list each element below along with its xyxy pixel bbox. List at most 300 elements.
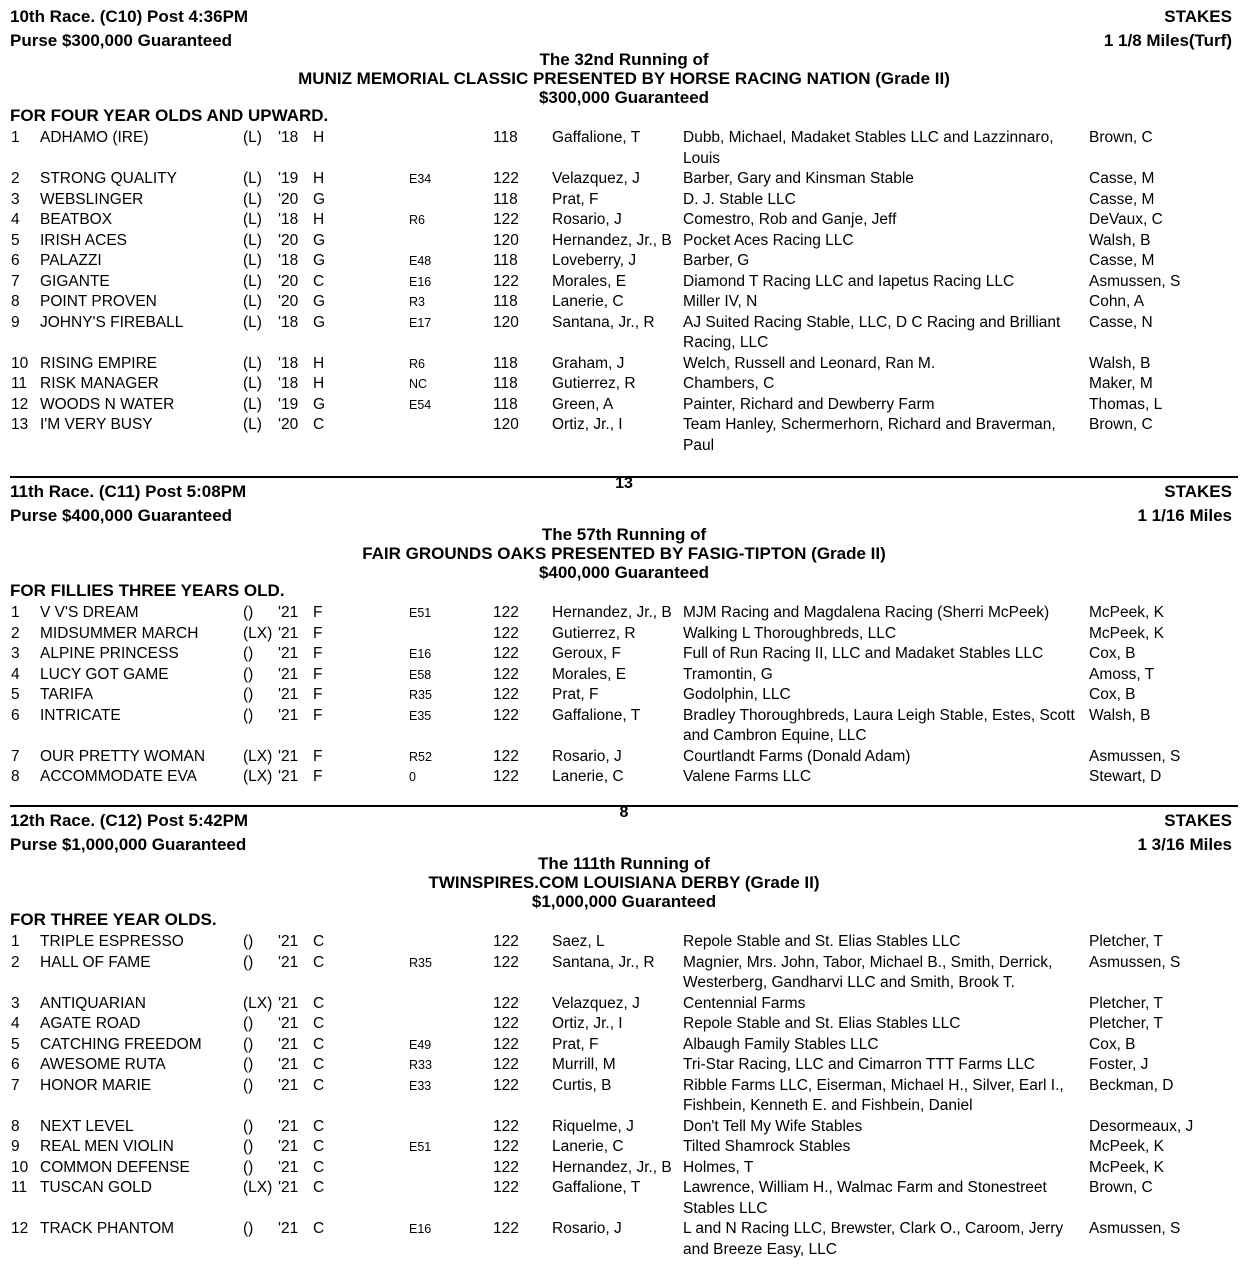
entry-run-style: R52: [409, 749, 432, 764]
entry-medication: (): [243, 1076, 254, 1094]
entry-trainer: Amoss, T: [1089, 665, 1155, 683]
entry-medication: (): [243, 1035, 254, 1053]
entry-owner: Dubb, Michael, Madaket Stables LLC and Lazzinnaro, Louis: [683, 129, 1054, 167]
entry-horse-name: TARIFA: [40, 686, 94, 703]
entry-medication: (): [243, 953, 254, 971]
entry-medication: (L): [243, 313, 262, 331]
entry-horse-name: RISING EMPIRE: [40, 354, 158, 372]
entry-post-position: 1: [11, 604, 20, 621]
entry-post-position: 9: [11, 1138, 20, 1155]
entry-weight: 118: [493, 354, 518, 372]
entry-trainer: McPeek, K: [1089, 604, 1164, 621]
entry-medication: (LX): [243, 747, 273, 765]
entry-row: [0, 128, 1248, 169]
entry-jockey: Lanerie, C: [552, 1138, 624, 1155]
entry-post-position: 7: [11, 747, 20, 765]
entry-weight: 122: [493, 933, 519, 950]
entry-jockey: Gutierrez, R: [552, 624, 636, 642]
race-running: The 57th Running of: [541, 525, 707, 544]
entry-horse-name: IRISH ACES: [40, 231, 127, 249]
entry-owner: Don't Tell My Wife Stables: [683, 1117, 863, 1135]
entry-weight: 122: [493, 1179, 519, 1196]
entry-horse-name: ANTIQUARIAN: [40, 994, 146, 1012]
entry-foaling-year: '21: [278, 1035, 299, 1053]
entry-trainer: Walsh, B: [1089, 706, 1151, 724]
race-distance: 1 3/16 Miles: [1137, 835, 1232, 854]
entry-run-style: NC: [409, 377, 428, 391]
entry-trainer: Desormeaux, J: [1089, 1117, 1194, 1135]
entry-trainer: Brown, C: [1089, 416, 1153, 433]
entry-post-position: 11: [11, 1179, 28, 1196]
entry-post-position: 4: [11, 211, 20, 228]
entry-jockey: Rosario, J: [552, 1220, 622, 1237]
entry-foaling-year: '18: [278, 252, 299, 269]
field-count: 8: [619, 804, 629, 821]
entry-run-style: E16: [409, 274, 432, 289]
entry-row: [0, 603, 1248, 624]
race-number-post: 12th Race. (C12) Post 5:42PM: [10, 811, 249, 830]
entry-row: [0, 767, 1248, 788]
entry-horse-name: MIDSUMMER MARCH: [40, 624, 199, 642]
entry-foaling-year: '20: [278, 272, 299, 290]
entry-row: [0, 1035, 1248, 1056]
race-type: STAKES: [1164, 482, 1232, 501]
entry-sex: C: [313, 1076, 325, 1094]
entry-medication: (): [243, 1117, 254, 1135]
race-number-post: 10th Race. (C10) Post 4:36PM: [10, 7, 249, 26]
race-purse: Purse $1,000,000 Guaranteed: [10, 835, 247, 854]
race-type: STAKES: [1164, 7, 1232, 26]
entry-row: [0, 1055, 1248, 1076]
entry-row: [0, 994, 1248, 1015]
race-running: The 32nd Running of: [539, 50, 709, 69]
race-running: The 111th Running of: [538, 854, 710, 873]
entry-weight: 122: [493, 604, 519, 621]
entry-horse-name: INTRICATE: [40, 706, 121, 724]
entry-weight: 118: [493, 375, 518, 392]
entry-sex: H: [313, 129, 325, 146]
entry-trainer: DeVaux, C: [1089, 211, 1163, 228]
entry-weight: 120: [493, 313, 519, 331]
entry-post-position: 5: [11, 686, 20, 703]
entry-sex: G: [313, 313, 326, 331]
entry-medication: (L): [243, 252, 262, 269]
entry-jockey: Hernandez, Jr., B: [552, 604, 672, 621]
entries-list: [0, 603, 1248, 788]
entry-jockey: Ortiz, Jr., I: [552, 1015, 623, 1032]
entry-jockey: Gutierrez, R: [552, 375, 636, 392]
entry-jockey: Hernandez, Jr., B: [552, 231, 672, 249]
entry-trainer: Walsh, B: [1089, 231, 1151, 249]
entry-jockey: Velazquez, J: [552, 994, 640, 1012]
entry-run-style: E34: [409, 172, 432, 186]
entry-weight: 122: [493, 994, 519, 1012]
entry-post-position: 1: [11, 933, 20, 950]
entry-owner: Pocket Aces Racing LLC: [683, 231, 854, 249]
entries-list: [0, 128, 1248, 456]
entry-owner: Repole Stable and St. Elias Stables LLC: [683, 1015, 961, 1032]
entry-foaling-year: '21: [278, 933, 299, 950]
entry-weight: 118: [493, 293, 518, 310]
entry-sex: C: [313, 933, 325, 950]
entry-weight: 118: [493, 129, 518, 146]
entry-horse-name: OUR PRETTY WOMAN: [40, 747, 206, 765]
entry-owner: Barber, Gary and Kinsman Stable: [683, 170, 914, 187]
entry-post-position: 5: [11, 231, 20, 249]
entry-sex: C: [313, 1015, 325, 1032]
entry-jockey: Rosario, J: [552, 747, 622, 765]
entry-owner: Painter, Richard and Dewberry Farm: [683, 395, 935, 413]
entry-row: [0, 1076, 1248, 1117]
entry-horse-name: LUCY GOT GAME: [40, 665, 169, 683]
entry-medication: (L): [243, 272, 262, 290]
entry-run-style: E51: [409, 1140, 432, 1154]
entry-post-position: 1: [11, 129, 20, 146]
entry-row: [0, 1117, 1248, 1138]
entry-post-position: 3: [11, 645, 20, 662]
entry-owner: MJM Racing and Magdalena Racing (Sherri McPeek): [683, 604, 1050, 621]
race-guarantee: $1,000,000 Guaranteed: [531, 892, 717, 911]
entry-foaling-year: '21: [278, 768, 299, 785]
entry-weight: 122: [493, 211, 519, 228]
entry-foaling-year: '21: [278, 624, 299, 642]
entry-medication: (L): [243, 211, 262, 228]
entry-owner: Tramontin, G: [683, 665, 773, 683]
entry-jockey: Gaffalione, T: [552, 706, 641, 724]
entry-foaling-year: '21: [278, 665, 299, 683]
entry-row: [0, 272, 1248, 293]
entry-horse-name: ADHAMO (IRE): [40, 129, 149, 146]
entry-jockey: Murrill, M: [552, 1056, 616, 1073]
entry-row: [0, 313, 1248, 354]
entry-trainer: Cox, B: [1089, 686, 1136, 703]
entry-trainer: Maker, M: [1089, 375, 1153, 392]
entry-medication: (): [243, 1220, 254, 1237]
entry-owner: Magnier, Mrs. John, Tabor, Michael B., Smith, Derrick, Westerberg, Gandharvi LLC and Smith, Brook T.: [683, 953, 1053, 991]
entry-run-style: R35: [409, 688, 432, 702]
entry-owner: Barber, G: [683, 252, 750, 269]
entry-jockey: Loveberry, J: [552, 252, 637, 269]
entry-foaling-year: '20: [278, 293, 299, 310]
entry-owner: Tri-Star Racing, LLC and Cimarron TTT Farms LLC: [683, 1056, 1036, 1073]
entry-medication: (L): [243, 416, 262, 433]
entry-row: [0, 1014, 1248, 1035]
race-section: [0, 804, 1248, 1258]
entry-weight: 122: [493, 1117, 519, 1135]
entry-post-position: 6: [11, 1056, 20, 1073]
race-header: [0, 804, 1248, 929]
entry-sex: F: [313, 665, 323, 683]
entry-row: [0, 1219, 1248, 1260]
entry-horse-name: TUSCAN GOLD: [40, 1179, 152, 1196]
race-name: MUNIZ MEMORIAL CLASSIC PRESENTED BY HORSE RACING NATION (Grade II): [298, 69, 950, 88]
entry-trainer: McPeek, K: [1089, 1138, 1164, 1155]
entry-trainer: Asmussen, S: [1089, 953, 1181, 971]
entry-medication: (): [243, 1158, 254, 1176]
race-header: [0, 0, 1248, 125]
entry-foaling-year: '21: [278, 1056, 299, 1073]
entry-foaling-year: '21: [278, 953, 299, 971]
entry-row: [0, 706, 1248, 747]
entry-foaling-year: '21: [278, 1158, 299, 1176]
entry-weight: 122: [493, 272, 519, 290]
entry-post-position: 9: [11, 313, 20, 331]
entry-sex: C: [313, 1138, 325, 1155]
entry-run-style: R6: [409, 356, 425, 371]
entry-owner: Albaugh Family Stables LLC: [683, 1035, 879, 1053]
entry-jockey: Ortiz, Jr., I: [552, 416, 623, 433]
entry-trainer: Asmussen, S: [1089, 747, 1181, 765]
entry-horse-name: AGATE ROAD: [40, 1015, 141, 1032]
entry-jockey: Morales, E: [552, 272, 627, 290]
entry-jockey: Gaffalione, T: [552, 129, 641, 146]
entry-sex: H: [313, 375, 325, 392]
entry-owner: Welch, Russell and Leonard, Ran M.: [683, 354, 936, 372]
entry-weight: 118: [493, 190, 518, 208]
entry-trainer: Asmussen, S: [1089, 1220, 1181, 1237]
entry-medication: (L): [243, 354, 262, 372]
entry-foaling-year: '21: [278, 1220, 299, 1237]
entry-row: [0, 374, 1248, 395]
entry-foaling-year: '21: [278, 686, 299, 703]
entry-weight: 122: [493, 768, 519, 785]
entry-sex: H: [313, 170, 325, 187]
entry-horse-name: TRIPLE ESPRESSO: [40, 933, 184, 950]
entry-row: [0, 169, 1248, 190]
entry-sex: F: [313, 768, 323, 785]
entry-weight: 118: [493, 252, 518, 269]
entry-foaling-year: '19: [278, 170, 299, 187]
entry-sex: C: [313, 1035, 325, 1053]
entry-row: [0, 292, 1248, 313]
entry-jockey: Prat, F: [552, 190, 599, 208]
entry-row: [0, 251, 1248, 272]
entry-medication: (): [243, 604, 254, 621]
entry-trainer: Pletcher, T: [1089, 1015, 1163, 1032]
entry-sex: H: [313, 211, 325, 228]
entry-horse-name: POINT PROVEN: [40, 293, 157, 310]
entry-row: [0, 1158, 1248, 1179]
entry-row: [0, 932, 1248, 953]
race-title: [0, 854, 1248, 911]
race-number-post: 11th Race. (C11) Post 5:08PM: [10, 482, 247, 501]
entry-owner: Full of Run Racing II, LLC and Madaket Stables LLC: [683, 645, 1044, 662]
entry-weight: 122: [493, 1015, 519, 1032]
entry-post-position: 8: [11, 768, 20, 785]
entry-sex: C: [313, 272, 325, 290]
entry-row: [0, 644, 1248, 665]
entry-horse-name: TRACK PHANTOM: [40, 1220, 175, 1237]
entry-post-position: 6: [11, 252, 20, 269]
entry-foaling-year: '21: [278, 645, 299, 662]
entry-horse-name: JOHNY'S FIREBALL: [40, 313, 184, 331]
entry-post-position: 10: [11, 354, 29, 372]
race-header: [0, 475, 1248, 600]
entry-owner: Chambers, C: [683, 375, 775, 392]
entry-jockey: Green, A: [552, 395, 614, 413]
entry-post-position: 12: [11, 1220, 29, 1237]
entry-jockey: Santana, Jr., R: [552, 313, 655, 331]
entry-medication: (L): [243, 231, 262, 249]
entry-foaling-year: '18: [278, 313, 299, 331]
entry-foaling-year: '20: [278, 190, 299, 208]
entry-foaling-year: '18: [278, 129, 299, 146]
entry-owner: Repole Stable and St. Elias Stables LLC: [683, 933, 961, 950]
entry-owner: Walking L Thoroughbreds, LLC: [683, 624, 897, 642]
entry-horse-name: COMMON DEFENSE: [40, 1158, 190, 1176]
entry-foaling-year: '21: [278, 1015, 299, 1032]
entry-post-position: 7: [11, 272, 20, 290]
entry-post-position: 8: [11, 293, 20, 310]
entry-medication: (L): [243, 129, 262, 146]
entry-jockey: Hernandez, Jr., B: [552, 1158, 672, 1176]
race-conditions: FOR FILLIES THREE YEARS OLD.: [10, 581, 285, 600]
entries-list: [0, 932, 1248, 1260]
entry-medication: (): [243, 686, 254, 703]
entry-owner: Tilted Shamrock Stables: [683, 1138, 851, 1155]
entry-weight: 122: [493, 665, 519, 683]
entry-sex: C: [313, 994, 325, 1012]
entry-sex: C: [313, 1179, 325, 1196]
entry-trainer: Cox, B: [1089, 1035, 1136, 1053]
entry-foaling-year: '18: [278, 211, 299, 228]
race-title: [0, 50, 1248, 107]
entry-owner: Bradley Thoroughbreds, Laura Leigh Stable, Estes, Scott and Cambron Equine, LLC: [683, 706, 1075, 744]
entry-jockey: Geroux, F: [552, 645, 621, 662]
entry-run-style: E51: [409, 606, 432, 620]
entry-foaling-year: '18: [278, 375, 299, 392]
race-purse: Purse $400,000 Guaranteed: [10, 506, 233, 525]
race-guarantee: $300,000 Guaranteed: [538, 88, 710, 107]
entry-weight: 122: [493, 624, 519, 642]
entry-trainer: Cohn, A: [1089, 293, 1145, 310]
entry-horse-name: GIGANTE: [40, 272, 110, 290]
entry-sex: F: [313, 747, 323, 765]
entry-owner: D. J. Stable LLC: [683, 190, 796, 208]
entry-foaling-year: '18: [278, 354, 299, 372]
entry-sex: C: [313, 1117, 325, 1135]
entry-foaling-year: '21: [278, 604, 299, 621]
entry-trainer: Thomas, L: [1089, 395, 1163, 413]
entry-jockey: Velazquez, J: [552, 170, 640, 187]
entry-post-position: 5: [11, 1035, 20, 1053]
entry-trainer: Pletcher, T: [1089, 994, 1163, 1012]
entry-foaling-year: '21: [278, 1117, 299, 1135]
entry-row: [0, 665, 1248, 686]
entry-owner: L and N Racing LLC, Brewster, Clark O., Caroom, Jerry and Breeze Easy, LLC: [683, 1220, 1064, 1258]
entry-horse-name: REAL MEN VIOLIN: [40, 1138, 174, 1155]
entry-run-style: E17: [409, 315, 432, 330]
entry-trainer: Stewart, D: [1089, 768, 1162, 785]
entry-sex: C: [313, 416, 325, 433]
entry-medication: (): [243, 1056, 254, 1073]
entry-post-position: 10: [11, 1158, 29, 1176]
entry-weight: 122: [493, 1220, 519, 1237]
entry-weight: 122: [493, 747, 519, 765]
entry-jockey: Rosario, J: [552, 211, 622, 228]
entry-sex: F: [313, 706, 323, 724]
entry-horse-name: PALAZZI: [40, 252, 102, 269]
entry-weight: 120: [493, 231, 519, 249]
entry-trainer: McPeek, K: [1089, 1158, 1164, 1176]
entry-owner: Godolphin, LLC: [683, 686, 791, 703]
entry-weight: 122: [493, 1138, 519, 1155]
entry-medication: (): [243, 1138, 254, 1155]
entry-sex: G: [313, 293, 326, 310]
entry-medication: (LX): [243, 768, 273, 785]
entry-trainer: McPeek, K: [1089, 624, 1164, 642]
entry-run-style: E48: [409, 254, 432, 268]
entry-trainer: Casse, M: [1089, 252, 1155, 269]
entry-foaling-year: '19: [278, 395, 299, 413]
entry-jockey: Gaffalione, T: [552, 1179, 641, 1196]
entry-medication: (L): [243, 293, 262, 310]
entry-owner: AJ Suited Racing Stable, LLC, D C Racing and Brilliant Racing, LLC: [683, 313, 1061, 351]
entry-foaling-year: '21: [278, 1076, 299, 1094]
entry-post-position: 2: [11, 953, 20, 971]
entry-row: [0, 953, 1248, 994]
entry-medication: (L): [243, 395, 262, 413]
entry-foaling-year: '21: [278, 706, 299, 724]
entry-jockey: Riquelme, J: [552, 1117, 634, 1135]
entry-horse-name: AWESOME RUTA: [40, 1056, 166, 1073]
entry-medication: (): [243, 1015, 254, 1032]
entry-sex: C: [313, 1056, 325, 1073]
entry-row: [0, 354, 1248, 375]
entry-jockey: Santana, Jr., R: [552, 953, 655, 971]
entry-weight: 118: [493, 395, 518, 413]
entry-post-position: 3: [11, 190, 20, 208]
entry-jockey: Prat, F: [552, 1035, 599, 1053]
entry-row: [0, 624, 1248, 645]
entry-horse-name: RISK MANAGER: [40, 375, 159, 392]
entry-owner: Comestro, Rob and Ganje, Jeff: [683, 211, 897, 228]
entry-trainer: Casse, N: [1089, 313, 1153, 331]
entry-post-position: 3: [11, 994, 20, 1012]
entry-run-style: E33: [409, 1078, 432, 1093]
entry-horse-name: V V'S DREAM: [40, 604, 139, 621]
entry-weight: 122: [493, 1056, 519, 1073]
entry-sex: C: [313, 1158, 325, 1176]
entry-medication: (): [243, 933, 254, 950]
race-distance: 1 1/16 Miles: [1137, 506, 1232, 525]
entry-medication: (L): [243, 190, 262, 208]
entry-medication: (L): [243, 170, 262, 187]
entry-post-position: 4: [11, 665, 20, 683]
field-count: 13: [615, 475, 633, 492]
entry-sex: F: [313, 645, 323, 662]
entry-row: [0, 395, 1248, 416]
entry-trainer: Casse, M: [1089, 170, 1155, 187]
entry-trainer: Beckman, D: [1089, 1076, 1174, 1094]
entry-jockey: Lanerie, C: [552, 293, 624, 310]
entry-sex: F: [313, 624, 323, 642]
entry-weight: 122: [493, 1035, 519, 1053]
entry-sex: C: [313, 1220, 325, 1237]
entry-owner: Diamond T Racing LLC and Iapetus Racing LLC: [683, 272, 1015, 290]
race-purse: Purse $300,000 Guaranteed: [10, 31, 233, 50]
entry-foaling-year: '21: [278, 747, 299, 765]
entry-weight: 122: [493, 953, 519, 971]
entry-row: [0, 210, 1248, 231]
entry-owner: Miller IV, N: [683, 293, 758, 310]
entry-horse-name: ACCOMMODATE EVA: [40, 768, 198, 785]
entry-horse-name: BEATBOX: [40, 211, 113, 228]
race-section: [0, 0, 1248, 454]
race-title: [0, 525, 1248, 582]
entry-weight: 120: [493, 416, 519, 433]
entry-medication: (LX): [243, 1179, 273, 1196]
